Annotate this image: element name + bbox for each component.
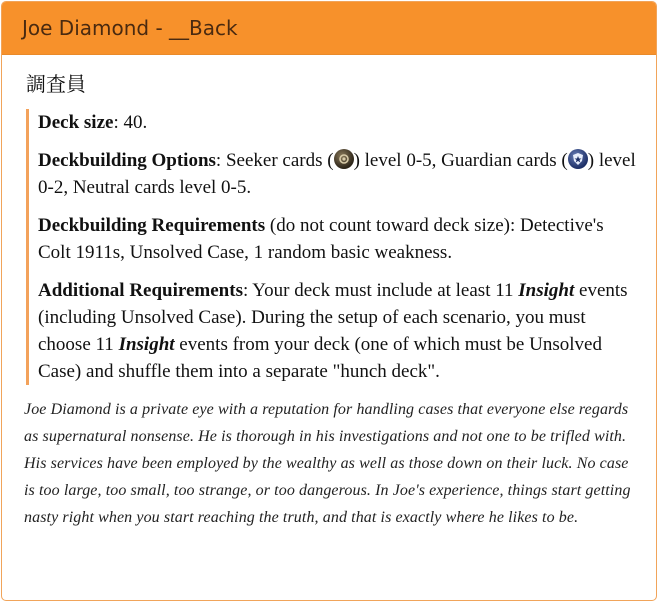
options-text: : Seeker cards ( — [215, 150, 334, 171]
deckbuilding-requirements-rule — [38, 212, 636, 266]
investigator-card-panel — [1, 1, 657, 601]
requirements-text: (do not count toward deck size): Detective's Colt 1911s, Unsolved Case, 1 random basic weakness. — [38, 215, 604, 263]
insight-trait-2: Insight — [118, 334, 175, 355]
options-text-3: ) level 0-2, Neutral cards level 0-5. — [38, 150, 636, 198]
requirements-label: Deckbuilding Requirements — [38, 215, 266, 236]
seeker-icon — [334, 149, 354, 169]
card-body — [2, 55, 656, 531]
card-type-line: 調査員 — [26, 74, 86, 96]
card-title[interactable]: Joe Diamond - __Back — [2, 2, 656, 55]
options-label: Deckbuilding Options — [38, 150, 216, 171]
guardian-icon — [568, 149, 588, 169]
additional-requirements-rule — [38, 277, 636, 385]
flavor-text: Joe Diamond is a private eye with a reputation for handling cases that everyone else regards as supernatural nonsense. He is thorough in his investigations and not one to be trifled with. His services have been employed by the wealthy as well as those down on their luck. No case is too large, too small, too strange, or too dangerous. In Joe's experience, things start getting nasty right when you start reaching the truth, and that is exactly where he likes to be. — [24, 401, 631, 526]
deck-size-rule — [38, 109, 636, 136]
additional-text-2: events (including Unsolved Case). During the setup of each scenario, you must choose 11 — [38, 280, 628, 355]
deckbuilding-options-rule — [38, 147, 636, 201]
deck-size-label: Deck size — [38, 112, 114, 133]
additional-text: : Your deck must include at least 11 — [242, 280, 519, 301]
additional-label: Additional Requirements — [38, 280, 243, 301]
deck-size-value: : 40. — [113, 112, 148, 133]
insight-trait: Insight — [518, 280, 575, 301]
options-text-2: ) level 0-5, Guardian cards ( — [353, 150, 568, 171]
additional-text-3: events from your deck (one of which must be Unsolved Case) and shuffle them into a separate "hunch deck". — [38, 334, 602, 382]
deckbuilding-rules — [26, 109, 636, 385]
